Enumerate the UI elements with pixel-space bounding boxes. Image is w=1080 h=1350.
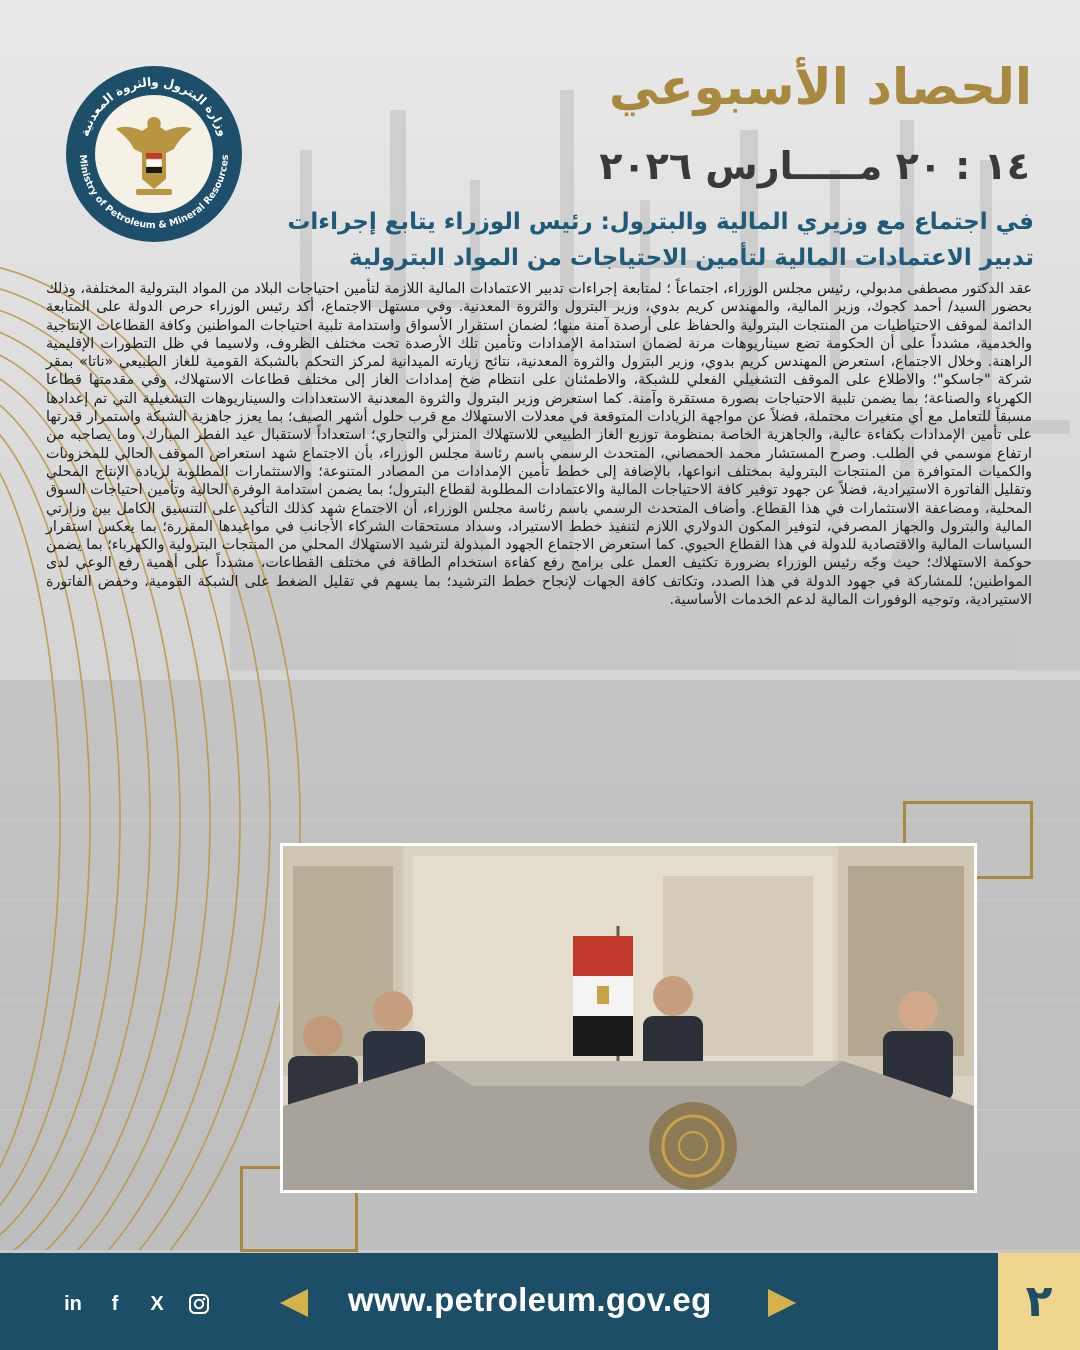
meeting-photo	[280, 843, 977, 1193]
ministry-logo	[66, 66, 242, 242]
instagram-glyph	[188, 1293, 210, 1315]
instagram-icon[interactable]	[184, 1289, 214, 1319]
article-body: عقد الدكتور مصطفى مدبولي، رئيس مجلس الوزراء، اجتماعاً ؛ لمتابعة إجراءات تدبير الاعتمادات المالية اللازمة لتأمين احتياجات البلاد من المواد البترولية المختلفة، وذلك بحضور السيد/ أحمد كجوك، وزير المالية، والمهندس كريم بدوي، وزير البترول والثروة المعدنية. وفي مستهل الاجتماع، أكد رئيس الوزراء حرص الدولة على المتابعة الدائمة لموقف الاحتياطيات من المنتجات البترولية والحفاظ على أرصدة آمنة منها؛ لضمان استقرار الأسواق واستدامة تلبية احتياجات المواطنين وكافة القطاعات الإنتاجية والخدمية، مشدداً على أن الحكومة تضع سيناريوهات مرنة لضمان استدامة الإمدادات وتأمين تلك الأرصدة تحت مختلف الظروف، ولاسيما في ظل التطورات الإقليمية الراهنة. وخلال الاجتماع، استعرض المهندس كريم بدوي، وزير البترول والثروة المعدنية، نتائج زيارته الميدانية لمركز التحكم بالشبكة القومية للغاز الطبيعي «ناتا» بمقر شركة "جاسكو"؛ والاطلاع على الموقف التشغيلي الفعلي للشبكة، والاطمئنان على انتظام ضخ إمدادات الغاز إلى مختلف قطاعات الاستهلاك، وفي مقدمتها قطاعا الكهرباء والصناعة؛ بما يضمن تلبية الاحتياجات بصورة مستقرة وآمنة. كما استعرض وزير البترول والثروة المعدنية الاستعدادات والسيناريوهات التشغيلية التي تم إعدادها مسبقاً للتعامل مع أي متغيرات محتملة، فضلاً عن مواجهة الزيادات المتوقعة في معدلات الاستهلاك مع قرب حلول أشهر الصيف؛ بما يعزز جاهزية الشبكة واستمرار قدرتها على تأمين الإمدادات بكفاءة عالية، والجاهزية الخاصة بمنظومة توزيع الغاز الطبيعي للاستهلاك المنزلي والتجاري؛ استعداداً لاستقبال عيد الفطر المبارك، وما يصاحبه من ارتفاع موسمي في الطلب. وصرح المستشار محمد الحمصاني، المتحدث الرسمي باسم رئاسة مجلس الوزراء، بأن الاجتماع شهد استعراض الموقف الحالي للمخزونات والكميات المتوافرة من المنتجات البترولية بمختلف انواعها، بالإضافة إلى خطط تأمين الإمدادات من المصادر المتنوعة؛ والاستثمارات المطلوبة لزيادة الإنتاج المحلي وتقليل الفاتورة الاستيرادية، فضلاً عن جهود توفير كافة الاحتياجات المالية والاعتمادات المطلوبة لقطاع البترول؛ بما يضمن استدامة الوفرة الحالية وتأمين احتياجات السوق المحلية، ومضاعفة الاستثمارات في هذا القطاع. وأضاف المتحدث الرسمي باسم رئاسة مجلس الوزراء، أن الاجتماع شهد كذلك التأكيد على التنسيق الكامل بين وزارتي المالية والبترول والجهاز المصرفي، لتوفير المكون الدولاري اللازم لتنفيذ خطط الاستيراد، وسداد مستحقات الشركاء الأجانب في مواعيدها المقررة؛ بما يعكس استقرار السياسات المالية والاقتصادية للدولة في هذا القطاع الحيوي. كما استعرض الاجتماع الجهود المبذولة لترشيد الاستهلاك المحلي من المنتجات البترولية والكهرباء؛ بما يضمن حوكمة الاستهلاك؛ حيث وجّه رئيس الوزراء بضرورة تكثيف العمل على برامج رفع كفاءة استخدام الطاقة في مختلف القطاعات، مشدداً على أهمية رفع الوعي لدى المواطنين؛ للمشاركة في جهود الدولة في هذا الصدد، وتكاتف كافة الجهات لإنجاح خطط الترشيد؛ بما يسهم في تقليل الضغط على الشبكة القومية، وخفض الفاتورة الاستيرادية، وتوجيه الوفورات المالية لدعم الخدمات الأساسية.	[46, 281, 1032, 609]
x-icon[interactable]	[142, 1289, 172, 1319]
svg-text:Ministry of Petroleum & Minera	[77, 154, 231, 231]
svg-text:وزارة البترول والثروة المعدنية	[78, 75, 231, 138]
page-number: ٢	[1025, 1276, 1053, 1327]
website-link[interactable]: www.petroleum.gov.eg	[348, 1281, 712, 1318]
next-arrow-icon[interactable]	[768, 1289, 796, 1317]
date-range: ١٤ : ٢٠ مـــــارس ٢٠٢٦	[599, 144, 1030, 188]
article-headline: في اجتماع مع وزيري المالية والبترول: رئيس الوزراء يتابع إجراءات تدبير الاعتمادات المالية لتأمين الاحتياجات من المواد البترولية	[287, 209, 1034, 271]
linkedin-glyph: in	[64, 1292, 82, 1315]
logo-ring-text-ar: وزارة البترول والثروة المعدنية	[77, 74, 231, 138]
meeting-scene	[283, 846, 974, 1190]
logo-ring-text-en: Ministry of Petroleum & Mineral Resources	[76, 154, 232, 232]
page-number-badge	[998, 1253, 1080, 1350]
x-glyph: X	[150, 1292, 164, 1315]
facebook-icon[interactable]	[100, 1289, 130, 1319]
facebook-glyph: f	[111, 1292, 119, 1315]
page-title: الحصاد الأسبوعي	[608, 58, 1032, 116]
logo-ring	[66, 66, 242, 242]
linkedin-icon[interactable]	[58, 1289, 88, 1319]
footer-bar	[0, 1253, 1080, 1350]
previous-arrow-icon[interactable]	[280, 1289, 308, 1317]
